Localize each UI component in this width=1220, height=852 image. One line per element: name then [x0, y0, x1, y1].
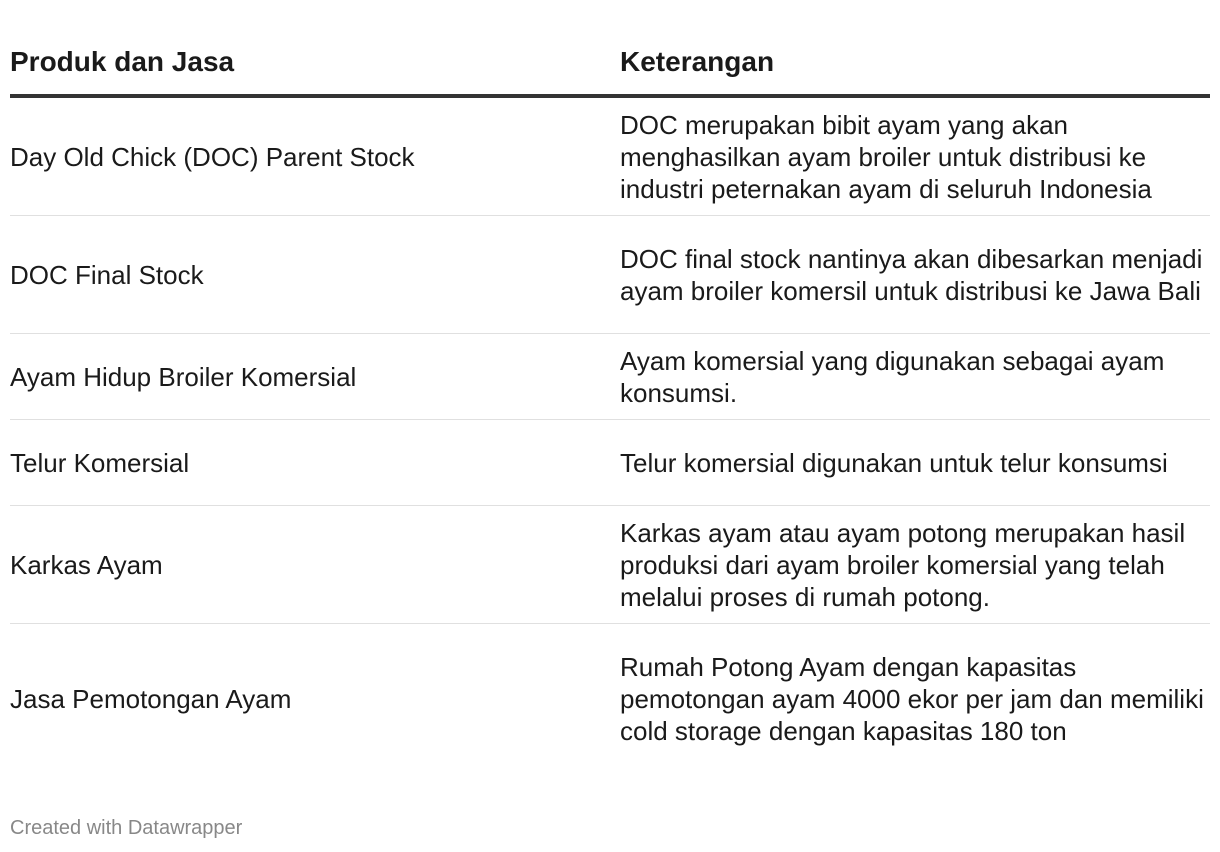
table-row [10, 98, 1210, 216]
cell-keterangan: Telur komersial digunakan untuk telur konsumsi [620, 447, 1168, 478]
table-row [10, 334, 1210, 420]
cell-keterangan: Karkas ayam atau ayam potong merupakan hasil produksi dari ayam broiler komersial yang telah melalui proses di rumah potong. [620, 517, 1186, 612]
table-header [10, 30, 1210, 98]
cell-produk: Karkas Ayam [10, 549, 163, 580]
cell-produk: Day Old Chick (DOC) Parent Stock [10, 141, 415, 172]
cell-produk: Ayam Hidup Broiler Komersial [10, 361, 357, 392]
cell-keterangan: DOC final stock nantinya akan dibesarkan menjadi ayam broiler komersil untuk distribusi ke Jawa Bali [620, 243, 1203, 306]
table-row [10, 420, 1210, 506]
header-produk-dan-jasa: Produk dan Jasa [10, 46, 235, 77]
table-row [10, 624, 1210, 774]
header-keterangan: Keterangan [620, 46, 775, 77]
cell-produk: Telur Komersial [10, 447, 190, 478]
cell-keterangan: DOC merupakan bibit ayam yang akan menghasilkan ayam broiler untuk distribusi ke industri peternakan ayam di seluruh Indonesia [620, 109, 1152, 204]
table-row [10, 506, 1210, 624]
data-table [10, 30, 1210, 774]
cell-produk: DOC Final Stock [10, 259, 204, 290]
cell-produk: Jasa Pemotongan Ayam [10, 684, 292, 714]
datawrapper-credit: Created with Datawrapper [10, 817, 243, 839]
cell-keterangan: Rumah Potong Ayam dengan kapasitas pemotongan ayam 4000 ekor per jam dan memiliki cold storage dengan kapasitas 180 ton [620, 652, 1204, 746]
cell-keterangan: Ayam komersial yang digunakan sebagai ayam konsumsi. [620, 345, 1165, 408]
table-row [10, 216, 1210, 334]
